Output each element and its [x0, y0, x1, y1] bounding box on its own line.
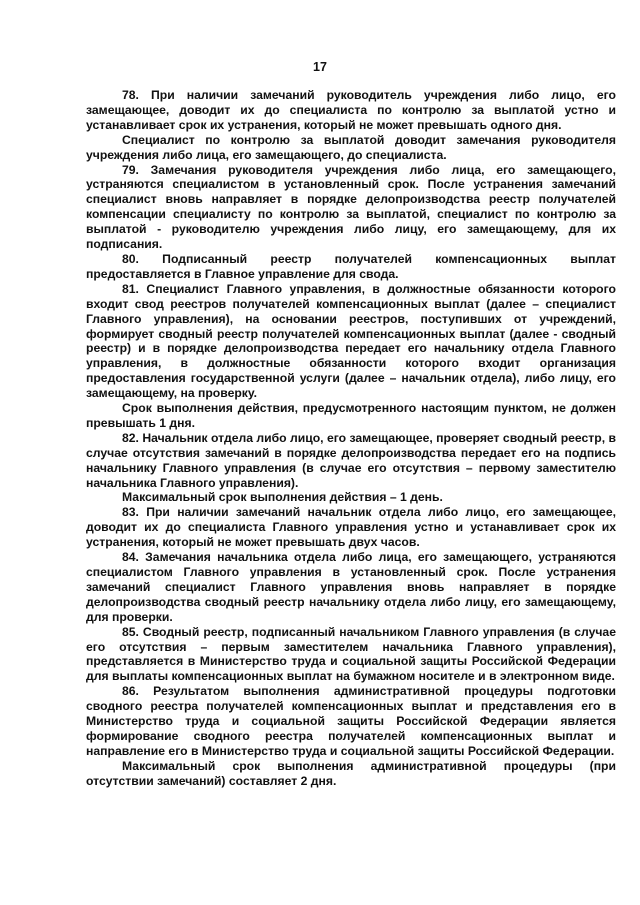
document-body [86, 88, 616, 789]
paragraph-86: 86. Результатом выполнения административной процедуры подготовки сводного реестра получателей компенсационных выплат и представления его в Министерство труда и социальной защиты Российской Федерации является формирование сводного реестра получателей компенсационных выплат и направление его в Министерство труда и социальной защиты Российской Федерации. [86, 684, 616, 758]
paragraph-82-deadline: Максимальный срок выполнения действия – 1 день. [122, 490, 443, 505]
paragraph-82: 82. Начальник отдела либо лицо, его замещающее, проверяет сводный реестр, в случае отсутствия замечаний в порядке делопроизводства передает его на подпись начальнику Главного управления (в случае его отсутствия – первому заместителю начальника Главного управления). [86, 430, 616, 490]
paragraph-85: 85. Сводный реестр, подписанный начальником Главного управления (в случае его отсутствия – первым заместителем начальника Главного управления), представляется в Министерство труда и социальной защиты Российской Федерации для выплаты компенсационных выплат на бумажном носителе и в электронном виде. [86, 624, 616, 684]
paragraph-81: 81. Специалист Главного управления, в должностные обязанности которого входит свод реестров получателей компенсационных выплат (далее – специалист Главного управления), на основании реестров, поступивших от учреждений, формирует сводный реестр получателей компенсационных выплат (далее - сводный реестр) и в порядке делопроизводства передает его начальнику отдела Главного управления, в должностные обязанности которого входит организация предоставления государственной услуги (далее – начальник отдела), либо лицу, его замещающему, на проверку. [86, 281, 616, 401]
paragraph-78: 78. При наличии замечаний руководитель учреждения либо лицо, его замещающее, доводит их до специалиста по контролю за выплатой устно и устанавливает срок их устранения, который не может превышать одного дня. [86, 88, 616, 132]
paragraph-83: 83. При наличии замечаний начальник отдела либо лицо, его замещающее, доводит их до специалиста Главного управления устно и устанавливает срок их устранения, который не может превышать двух часов. [86, 505, 616, 550]
paragraph-84: 84. Замечания начальника отдела либо лица, его замещающего, устраняются специалистом Главного управления в установленный срок. После устранения замечаний специалист Главного управления вновь направляет в порядке делопроизводства сводный реестр начальнику отдела либо лицу, его замещающему, для проверки. [86, 550, 616, 624]
paragraph-81-deadline: Срок выполнения действия, предусмотренного настоящим пунктом, не должен превышать 1 дня. [86, 401, 616, 430]
page-number: 17 [313, 60, 327, 74]
paragraph-86-deadline: Максимальный срок выполнения административной процедуры (при отсутствии замечаний) составляет 2 дня. [86, 758, 616, 788]
paragraph-79: 79. Замечания руководителя учреждения либо лица, его замещающего, устраняются специалистом в установленный срок. После устранения замечаний специалист вновь направляет в порядке делопроизводства реестр получателей компенсации специалисту по контролю за выплатой, специалист по контролю за выплатой - руководителю учреждения либо лицу, его замещающему, для их подписания. [86, 162, 616, 252]
paragraph-78-note: Специалист по контролю за выплатой доводит замечания руководителя учреждения либо лица, его замещающего, до специалиста. [86, 132, 616, 162]
paragraph-80: 80. Подписанный реестр получателей компенсационных выплат предоставляется в Главное управление для свода. [86, 251, 616, 281]
